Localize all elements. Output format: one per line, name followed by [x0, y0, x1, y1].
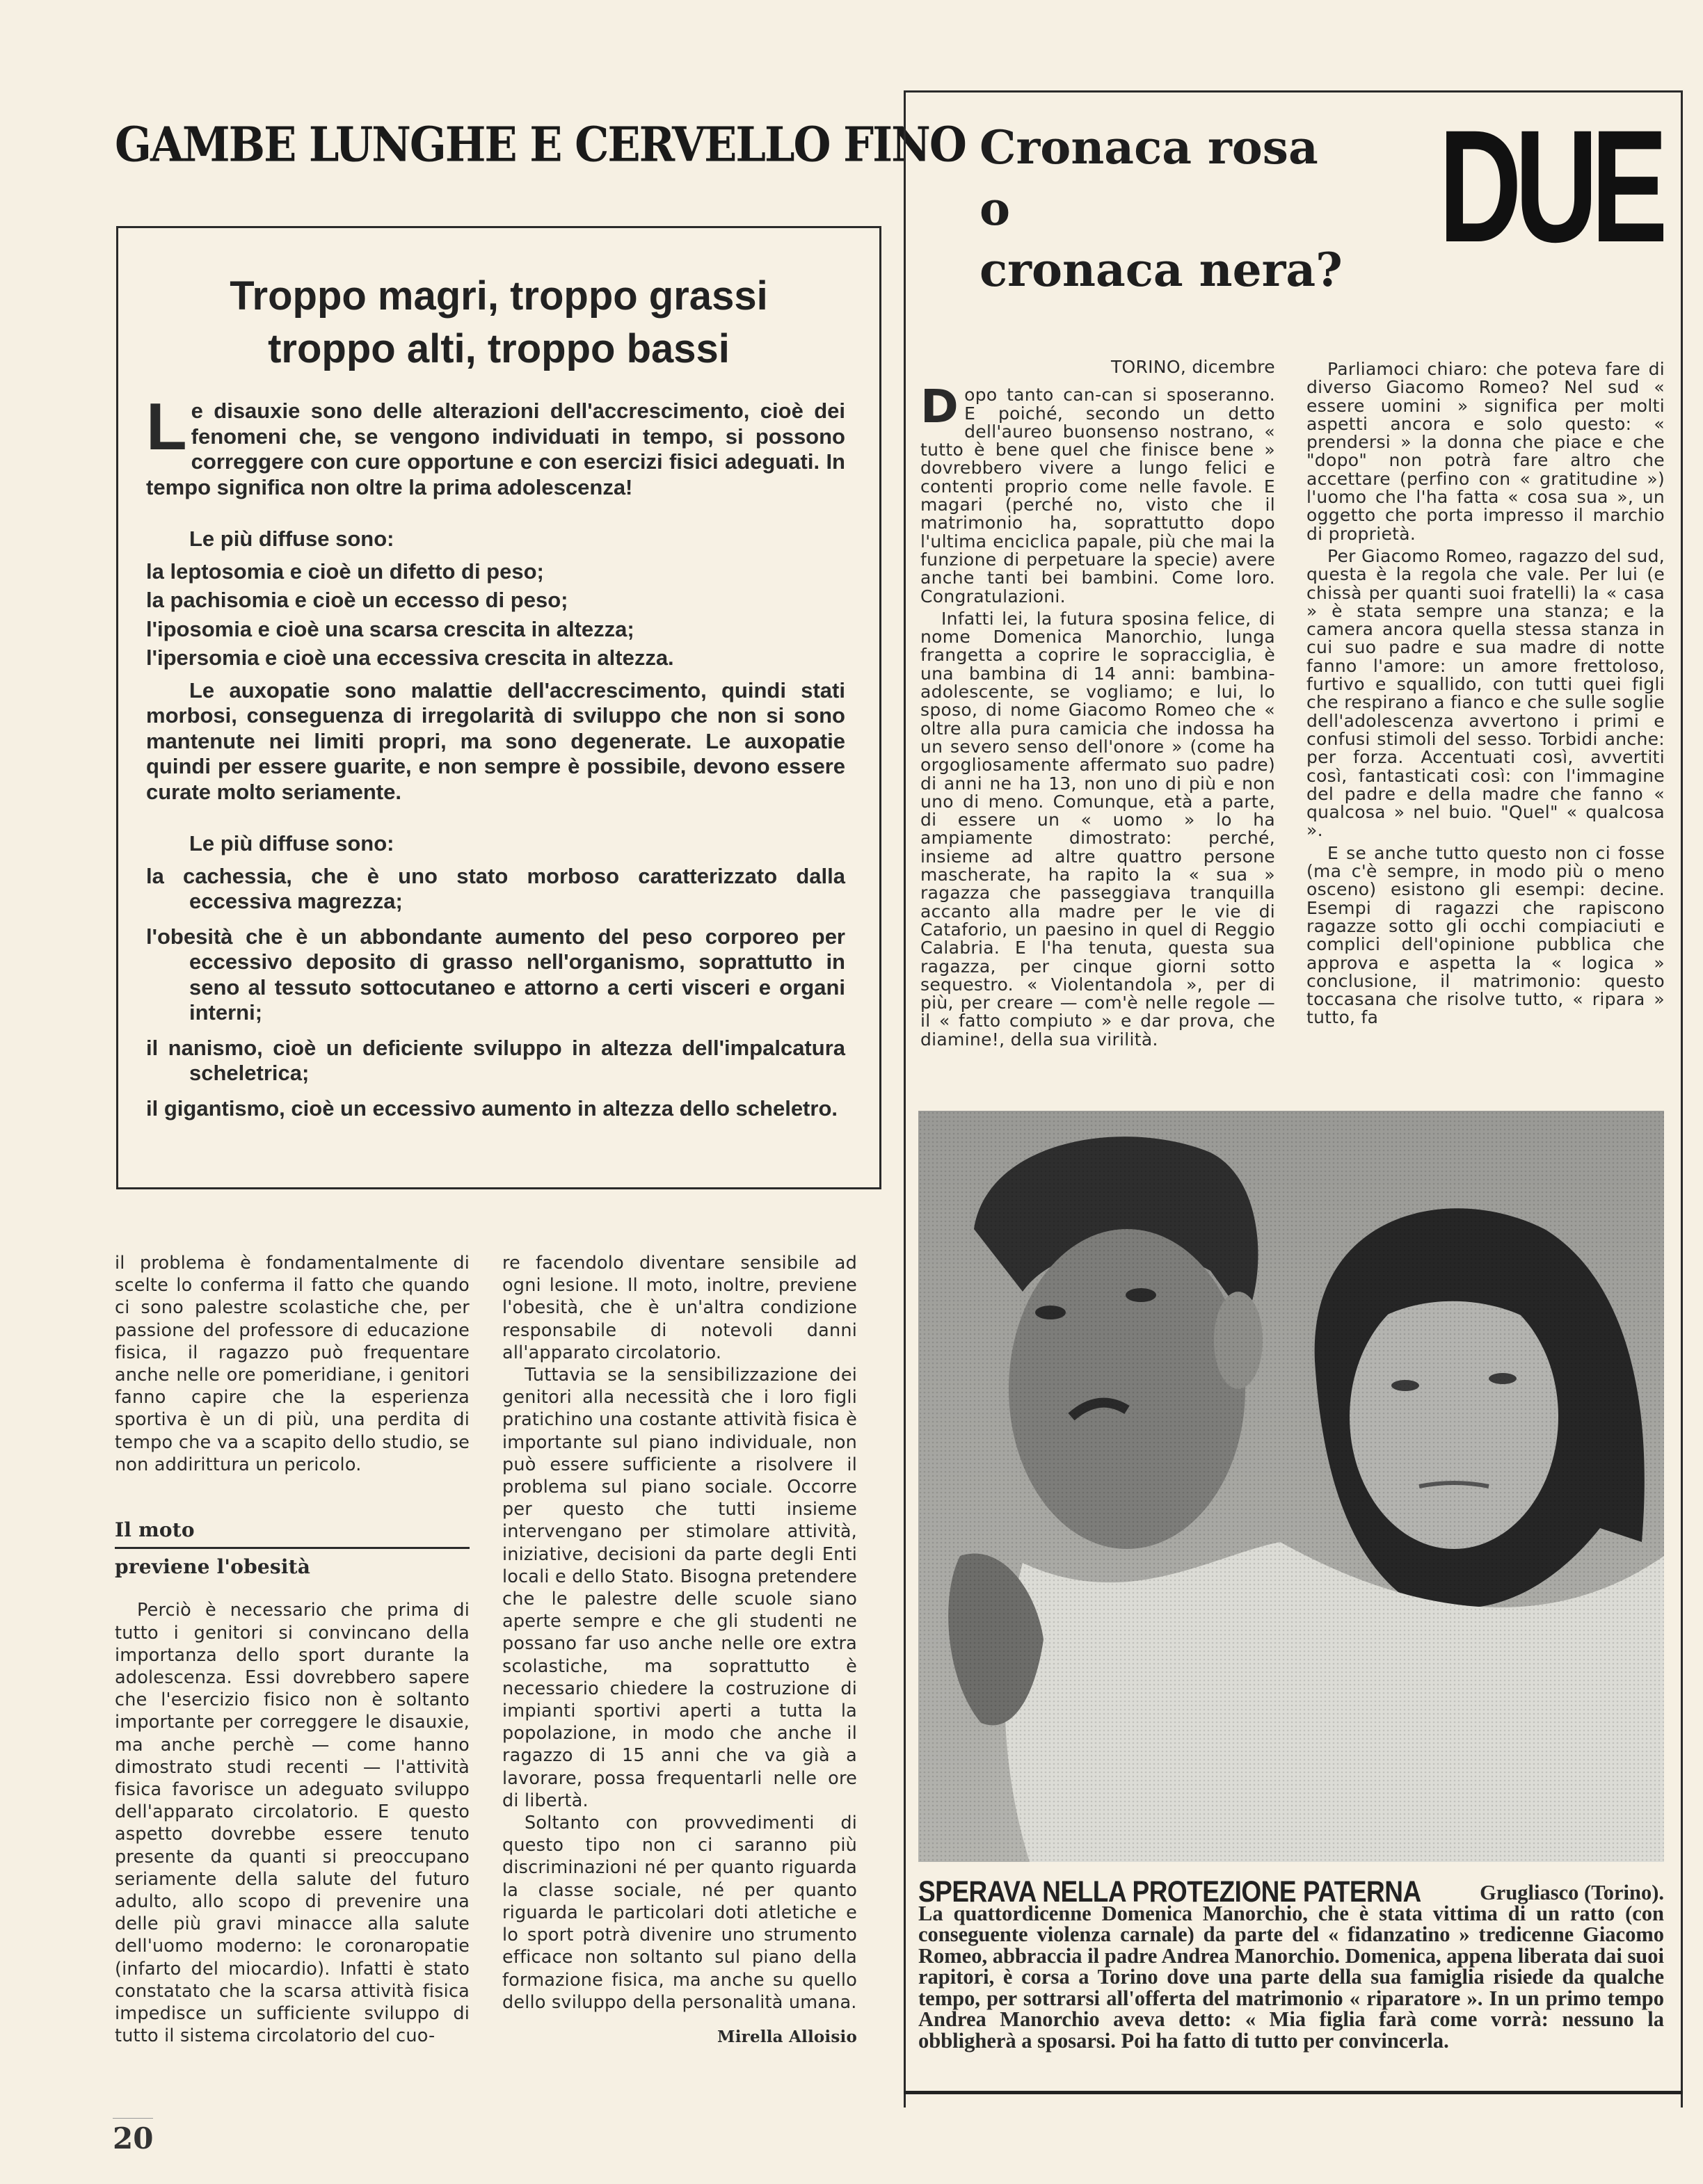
page-number: 20	[113, 2118, 153, 2155]
section-title: GAMBE LUNGHE E CERVELLO FINO	[115, 116, 966, 173]
article-column-1	[920, 358, 1275, 1049]
subheading-line-2: previene l'obesità	[115, 1555, 311, 1579]
photo-illustration	[918, 1111, 1664, 1862]
caption-place: Grugliasco (Torino).	[1480, 1880, 1664, 1904]
paragraph: re facendolo diventare sensibile ad ogni lesione. Il moto, inoltre, previene l'obesità, che è un'altra condizione responsabile di notevoli danni all'apparato circolatorio.	[502, 1253, 857, 1363]
series-label: DUE	[1439, 97, 1661, 275]
title-line-2: o	[980, 182, 1011, 236]
article-title	[980, 117, 1425, 300]
subheading-line-1: Il moto	[115, 1518, 195, 1542]
list-item: la pachisomia e cioè un eccesso di peso;	[146, 588, 568, 612]
news-photo	[918, 1111, 1664, 1862]
byline: Mirella Alloisio	[717, 2027, 857, 2046]
bottom-rule	[904, 2091, 1683, 2094]
paragraph: Dopo tanto can-can si sposeranno. E poiché, secondo un detto dell'aureo buonsenso nostrano, « tutto è bene quel che finisce bene » dovrebbero vivere a lungo felici e contenti proprio come nelle favole. E magari (perché no, visto che il matrimonio ha, soprattutto dopo l'ultima enciclica papale, più che mai la funzione di perpetuare la specie) avere anche tanti bei bambini. Come loro. Congratulazioni.	[920, 380, 1275, 607]
paragraph: Perciò è necessario che prima di tutto i genitori si convincano della importanza dello sport durante la adolescenza. Essi dovrebbero sapere che l'esercizio fisico non è soltanto importante per correggere le disauxie, ma anche perchè — come hanno dimostrato studi recenti — l'attività fisica favorisce un adeguato sviluppo dell'apparato circolatorio. E questo aspetto dovrebbe essere tenuto presente da quanti si preoccupano seriamente della salute del futuro adulto, allo scopo di prevenire una delle più gravi minacce alla salute dell'uomo moderno: le coronaropatie (infarto del miocardio). Infatti è stato constatato che la scarsa attività fisica impedisce un sufficiente sviluppo di tutto il sistema circolatorio del cuo-	[115, 1600, 470, 2047]
auxopatie-paragraph: Le auxopatie sono malattie dell'accrescimento, quindi stati morbosi, conseguenza di irregolarità di sviluppo che non si sono mantenute nei limiti propri, ma sono degenerate. Le auxopatie quindi per essere guarite, e non sempre è possibile, devono essere curate molto seriamente.	[146, 677, 845, 804]
box-heading	[118, 270, 879, 376]
dropcap: D	[920, 380, 959, 434]
list-intro: Le più diffuse sono:	[189, 831, 394, 856]
subheading-rule	[115, 1547, 470, 1549]
paragraph: Parliamoci chiaro: che poteva fare di diverso Giacomo Romeo? Nel sud « essere uomini » significa per molti aspetti ancora e solo questo: « prendersi » la donna che piace e che "dopo" non potrà fare altro che accettare (perfino con « gratitudine ») l'uomo che l'ha fatta « cosa sua », un oggetto che porta impresso il marchio di proprietà.	[1306, 359, 1665, 544]
caption-header	[918, 1874, 1664, 1908]
box-body	[146, 390, 845, 1121]
caption-title: SPERAVA NELLA PROTEZIONE PATERNA	[918, 1874, 1421, 1908]
list-item: l'obesità che è un abbondante aumento del peso corporeo per eccessivo deposito di grasso nell'organismo, soprattutto in seno al tessuto sottocutaneo e attorno a certi visceri e organi interni;	[146, 924, 845, 1025]
box-intro: Le disauxie sono delle alterazioni dell'accrescimento, cioè dei fenomeni che, se vengono individuati in tempo, si possono correggere con cure opportune e con esercizi fisici adeguati. In tempo significa non oltre la prima adolescenza!	[146, 390, 845, 499]
paragraph: E se anche tutto questo non ci fosse (ma c'è sempre, in modo più o meno osceno) esistono gli esempi: decine. Esempi di ragazzi che rapiscono ragazze sotto gli occhi compiaciuti e complici dell'opinione pubblica che approva e aspetta la « logica » conclusione, il matrimonio: questo toccasana che risolve tutto, « ripara » tutto, fa	[1306, 842, 1665, 1028]
title-line-1: Cronaca rosa	[980, 120, 1318, 175]
dropcap: L	[146, 390, 187, 464]
article-column-2	[1306, 360, 1665, 1027]
list-item: l'ipersomia e cioè una eccessiva crescita in altezza.	[146, 645, 674, 670]
article-column-2	[502, 1252, 857, 2048]
paragraph: il problema è fondamentalmente di scelte lo conferma il fatto che quando ci sono palestre scolastiche che, per passione del professore di educazione fisica, il ragazzo può frequentare anche nelle ore pomeridiane, i genitori fanno capire che la esperienza sportiva è un di più, una perdita di tempo che va a scapito dello studio, se non addirittura un pericolo.	[115, 1253, 470, 1475]
paragraph: Tuttavia se la sensibilizzazione dei genitori alla necessità che i loro figli pratichino una costante attività fisica è importante sul piano individuale, non può essere sufficiente a risolvere il problema sul piano sociale. Occorre per questo che tutti insieme intervengano per stimolare attività, iniziative, decisioni da parte degli Enti locali e dello Stato. Bisogna pretendere che le palestre delle scuole siano aperte sempre e che gli studenti ne possano far uso anche nelle ore extra scolastiche, ma soprattutto è necessario chiedere la costruzione di impianti sportivi aperti a tutta la popolazione, in modo che anche il ragazzo di 15 anni che va già a lavorare, possa frequentarli nelle ore di libertà.	[502, 1365, 858, 1811]
list-item: il gigantismo, cioè un eccessivo aumento in altezza dello scheletro.	[146, 1095, 838, 1121]
box-heading-line-2: troppo alti, troppo bassi	[268, 326, 730, 371]
title-line-3: cronaca nera?	[980, 243, 1343, 297]
dateline: TORINO, dicembre	[1110, 357, 1275, 377]
list-item: il nanismo, cioè un deficiente sviluppo in altezza dell'impalcatura scheletrica;	[146, 1035, 845, 1085]
box-heading-line-1: Troppo magri, troppo grassi	[230, 273, 768, 319]
paragraph: Soltanto con provvedimenti di questo tipo non ci saranno più discriminazioni né per quanto riguarda la classe sociale, né per quanto riguarda le particolari doti atletiche e lo sport potrà divenire uno strumento efficace non soltanto sul piano della formazione fisica, ma anche su quello dello sviluppo della personalità umana.	[502, 1813, 857, 2013]
photo-caption	[918, 1874, 1664, 2053]
list-item: la cachessia, che è uno stato morboso caratterizzato dalla eccessiva magrezza;	[146, 863, 845, 913]
paragraph: Per Giacomo Romeo, ragazzo del sud, questa è la regola che vale. Per lui (e chissà per quanti suoi fratelli) la « casa » è stata sempre una stanza; e la camera ancora quella stessa stanza in cui suo padre e sua madre di notte fanno l'amore: un amore frettoloso, furtivo e squallido, con tutti quei figli che respirano a fianco e che sulle soglie dell'adolescenza avvertono i primi e confusi stimoli del sesso. Torbidi anche: per forza. Accentuati così, avvertiti così, fantasticati così: con l'immagine del padre e della madre che fanno « qualcosa » nel buio. "Quel" « qualcosa ».	[1306, 545, 1665, 841]
sidebar-box	[116, 226, 881, 1189]
list-item: l'iposomia e cioè una scarsa crescita in altezza;	[146, 616, 634, 641]
article-column-1	[115, 1252, 470, 2048]
paragraph: Infatti lei, la futura sposina felice, di nome Domenica Manorchio, lunga frangetta a coprire le sopracciglia, è una bambina di 14 anni: bambina-adolescente, se vogliamo; e lui, lo sposo, di nome Giacomo Romeo che « oltre alla pura camicia che indossa ha un severo senso dell'onore » (come ha orgogliosamente affermato suo padre) di anni ne ha 13, non uno di più e non uno di meno. Comunque, età a parte, di essere un « uomo » lo ha ampiamente dimostrato: perché, insieme ad altre quattro persone mascherate, ha rapito la « sua » ragazza che passeggiava tranquilla accanto alla madre per le vie di Cataforio, un paesino in quel di Reggio Calabria. E l'ha tenuta, questa sua ragazza, per cinque giorni sotto sequestro. « Violentandola », per di più, per creare — com'è nelle regole — il « fatto compiuto » e dar prova, che diamine!, della sua virilità.	[920, 608, 1275, 1050]
list-item: la leptosomia e cioè un difetto di peso;	[146, 559, 544, 584]
caption-text: La quattordicenne Domenica Manorchio, che è stata vittima di un ratto (con conseguente violenza carnale) da parte del « fidanzatino » tredicenne Giacomo Romeo, abbraccia il padre Andrea Manorchio. Domenica, appena liberata dai suoi rapitori, è corsa a Torino dove una parte della sua famiglia risiede da qualche tempo, per sottrarsi all'offerta del matrimonio « riparatore ». In un primo tempo Andrea Manorchio aveva detto: « Mia figlia farà come vorrà: nessuno la obbligherà a sposarsi. Poi ha fatto di tutto per convincerla.	[918, 1901, 1664, 2053]
list-intro: Le più diffuse sono:	[189, 527, 394, 551]
